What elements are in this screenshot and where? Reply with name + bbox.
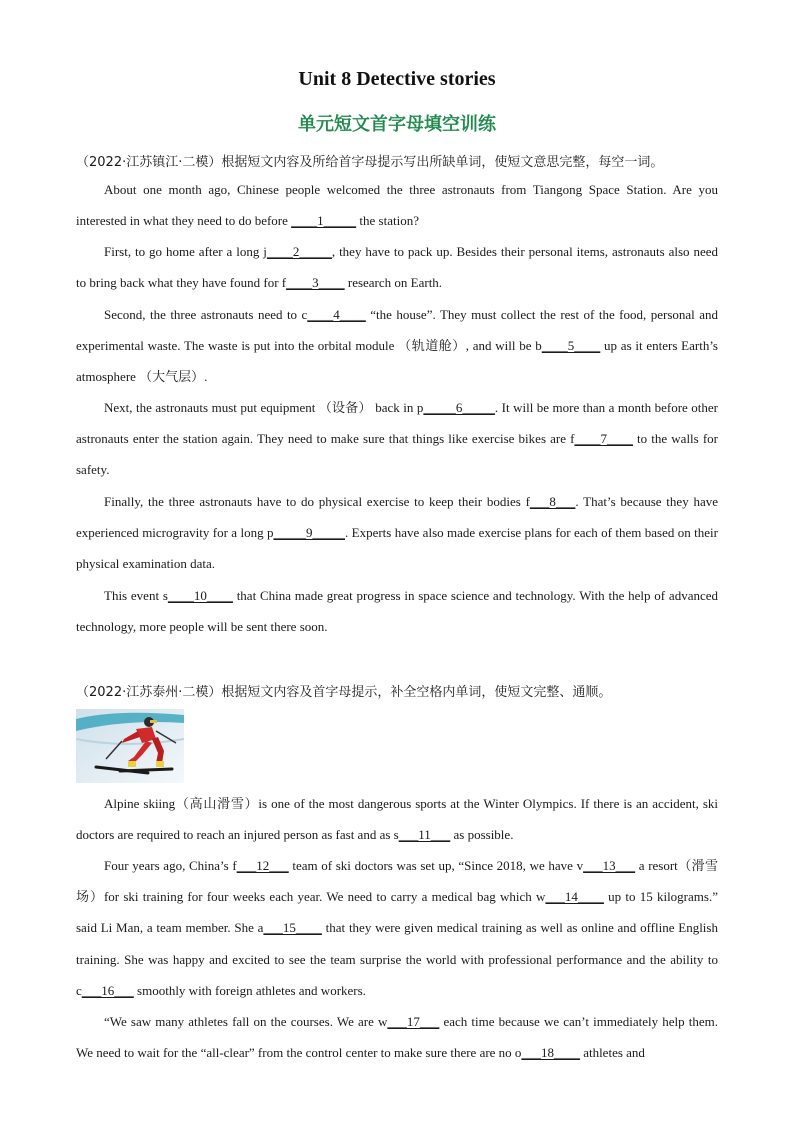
paragraph-text: to the walls for safety. [76, 431, 718, 478]
alpine-skier-photo [76, 709, 184, 783]
skier-illustration [76, 709, 184, 783]
paragraph-text: , they have to pack up. Besides their personal items, astronauts also need to bring back what they have found for f [76, 244, 719, 291]
answer-blank[interactable]: ____5____ [541, 338, 601, 354]
passage1-paragraph [76, 299, 718, 393]
passage1-instruction: （2022·江苏镇江·二模）根据短文内容及所给首字母提示写出所缺单词，使短文意思完整，每空一词。 [76, 155, 664, 170]
answer-blank[interactable]: ___13___ [583, 858, 636, 873]
paragraph-text: up as it enters Earth’s atmosphere （大气层）. [76, 338, 718, 385]
paragraph-text: This event s [104, 588, 168, 603]
passage1-paragraph [76, 174, 718, 236]
answer-blank[interactable]: ____1_____ [291, 213, 357, 229]
paragraph-text: each time because we can’t immediately help them. We need to wait for the “all-clear” from the control center to make sure there are no o [76, 1014, 718, 1061]
passage1-paragraph [76, 392, 718, 486]
answer-blank[interactable]: ___14____ [545, 889, 604, 905]
page-title: Unit 8 Detective stories [298, 68, 496, 90]
answer-blank[interactable]: ____4____ [307, 307, 366, 322]
paragraph-text: . That’s because they have experienced microgravity for a long p [76, 494, 718, 541]
paragraph-text: the station? [356, 213, 419, 229]
paragraph-text: First, to go home after a long j [104, 244, 267, 259]
answer-blank[interactable]: ___16___ [81, 982, 134, 998]
paragraph-text: smoothly with foreign athletes and workers. [133, 982, 366, 998]
paragraph-text: research on Earth. [344, 275, 443, 291]
answer-blank[interactable]: ____2_____ [266, 244, 332, 259]
answer-blank[interactable]: ___12___ [236, 858, 289, 873]
paragraph-text: Second, the three astronauts need to c [104, 307, 308, 322]
paragraph-text: team of ski doctors was set up, “Since 2018, we have v [288, 858, 584, 873]
passage1-paragraph [76, 580, 718, 642]
paragraph-text: Four years ago, China’s f [104, 858, 237, 873]
answer-blank[interactable]: ___8___ [529, 494, 576, 509]
answer-blank[interactable]: _____6_____ [423, 400, 495, 415]
answer-blank[interactable]: ___18____ [521, 1045, 580, 1061]
paragraph-text: up to 15 kilograms.” said Li Man, a team member. She a [76, 889, 718, 936]
answer-blank[interactable]: ___11___ [398, 827, 451, 843]
paragraph-text: Finally, the three astronauts have to do physical exercise to keep their bodies f [104, 494, 530, 509]
paragraph-text: a resort（滑雪场）for ski training for four weeks each year. We need to carry a medical bag which w [76, 858, 719, 905]
paragraph-text: “We saw many athletes fall on the courses. We are w [104, 1014, 388, 1029]
passage1-paragraph [76, 486, 718, 580]
paragraph-text: Alpine skiing（高山滑雪）is one of the most dangerous sports at the Winter Olympics. If there is an accident, ski doctors are required to reach an injured person as fast and as s [76, 796, 718, 843]
page-subtitle: 单元短文首字母填空训练 [298, 114, 496, 135]
passage1-paragraph [76, 236, 718, 298]
paragraph-text: “the house”. They must collect the rest of the food, personal and experimental waste. The waste is put into the orbital module （轨道舱）, and will be b [76, 307, 718, 354]
passage2-paragraph [76, 850, 718, 1006]
paragraph-text: that they were given medical training as well as online and offline English training. She was happy and excited to see the team surprise the world with professional performance and the ability to c [76, 920, 718, 998]
answer-blank[interactable]: ___17___ [387, 1014, 440, 1029]
answer-blank[interactable]: ____3____ [286, 275, 345, 291]
passage2-instruction: （2022·江苏泰州·二模）根据短文内容及首字母提示，补全空格内单词，使短文完整、通顺。 [76, 685, 612, 700]
answer-blank[interactable]: _____9_____ [273, 525, 345, 541]
answer-blank[interactable]: ____7____ [574, 431, 633, 447]
paragraph-text: athletes and [579, 1045, 645, 1061]
answer-blank[interactable]: ____10____ [167, 588, 233, 603]
paragraph-text: . Experts have also made exercise plans for each of them based on their physical examination data. [76, 525, 719, 572]
paragraph-text: as possible. [450, 827, 514, 843]
passage2-paragraph [76, 1006, 718, 1068]
answer-blank[interactable]: ___15____ [263, 920, 322, 936]
paragraph-text: that China made great progress in space science and technology. With the help of advanced technology, more people will be sent there soon. [76, 588, 719, 635]
paragraph-text: Next, the astronauts must put equipment （设备） back in p [104, 400, 424, 415]
passage2-paragraph [76, 788, 718, 850]
paragraph-text: . It will be more than a month before other astronauts enter the station again. They need to make sure that things like exercise bikes are f [76, 400, 718, 447]
paragraph-text: About one month ago, Chinese people welcomed the three astronauts from Tiangong Space Station. Are you interested in what they need to do before [76, 182, 718, 229]
